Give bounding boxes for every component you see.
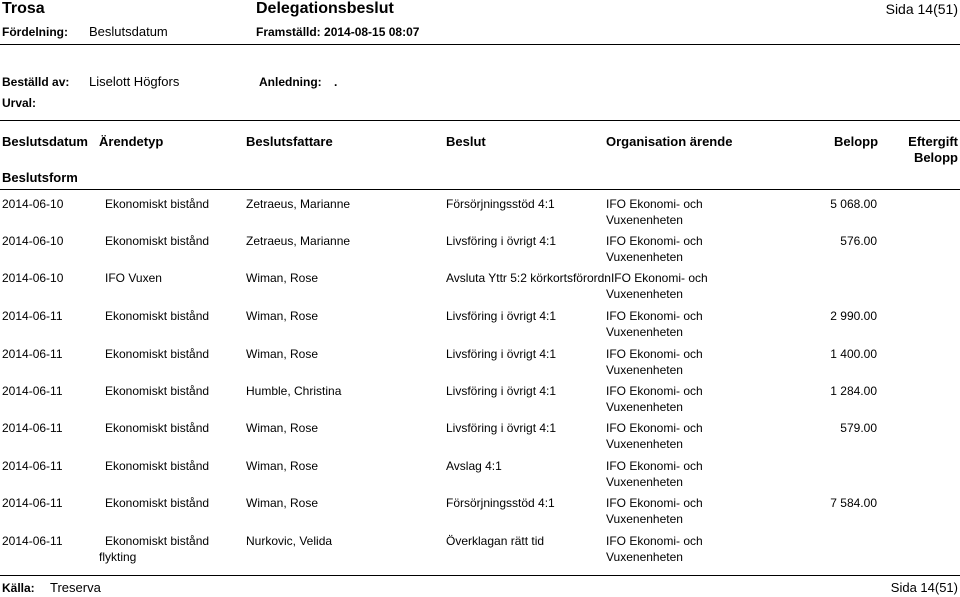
column-beslut: Beslut: [446, 134, 486, 149]
kalla-value: Treserva: [50, 580, 101, 595]
row-type: Ekonomiskt bistånd: [105, 534, 210, 548]
row-org-line2: Vuxenenheten: [606, 363, 683, 377]
table-row: [0, 458, 960, 494]
row-maker: Zetraeus, Marianne: [246, 234, 351, 248]
row-org-line1: IFO Ekonomi- och: [606, 234, 703, 248]
row-type: Ekonomiskt bistånd: [105, 309, 210, 323]
column-organisation: Organisation ärende: [606, 134, 733, 149]
row-belopp: 2 990.00: [830, 309, 877, 323]
row-org-line2: Vuxenenheten: [606, 437, 683, 451]
row-org-line2: Vuxenenheten: [606, 512, 683, 526]
row-date: 2014-06-10: [2, 271, 64, 285]
row-beslut: Livsföring i övrigt 4:1: [446, 309, 557, 323]
column-eftergift: Eftergift: [908, 134, 958, 149]
table-row: [0, 383, 960, 419]
anledning-value: .: [334, 75, 338, 89]
fordelning-value: Beslutsdatum: [89, 24, 168, 39]
row-type: Ekonomiskt bistånd: [105, 384, 210, 398]
row-beslut: Livsföring i övrigt 4:1: [446, 234, 557, 248]
row-maker: Wiman, Rose: [246, 459, 319, 473]
row-maker: Wiman, Rose: [246, 271, 319, 285]
column-eftergift-belopp: Belopp: [913, 150, 958, 165]
kalla-label: Källa:: [2, 581, 35, 595]
row-org-line1: IFO Ekonomi- och: [606, 384, 703, 398]
table-row: [0, 233, 960, 269]
row-belopp: 576.00: [840, 234, 877, 248]
row-maker: Wiman, Rose: [246, 347, 319, 361]
table-row: [0, 308, 960, 344]
row-belopp: 1 400.00: [830, 347, 877, 361]
urval-label: Urval:: [2, 96, 37, 110]
column-beslutsfattare: Beslutsfattare: [246, 134, 333, 149]
row-org-line2: Vuxenenheten: [606, 250, 683, 264]
row-type: Ekonomiskt bistånd: [105, 347, 210, 361]
row-date: 2014-06-11: [2, 309, 63, 323]
footer-divider: [0, 575, 960, 576]
row-org-line1: IFO Ekonomi- och: [606, 459, 703, 473]
row-maker: Wiman, Rose: [246, 421, 319, 435]
row-maker: Wiman, Rose: [246, 496, 319, 510]
row-org-line1: IFO Ekonomi- och: [606, 421, 703, 435]
row-maker: Humble, Christina: [246, 384, 342, 398]
fordelning-label: Fördelning:: [2, 25, 68, 39]
table-row: [0, 495, 960, 531]
page-number-bottom: Sida 14(51): [890, 580, 958, 595]
columns-bottom-divider: [0, 189, 960, 190]
table-row: [0, 420, 960, 456]
column-belopp: Belopp: [834, 134, 879, 149]
row-org-line1: IFO Ekonomi- och: [606, 309, 703, 323]
column-beslutsdatum: Beslutsdatum: [2, 134, 88, 149]
row-date: 2014-06-10: [2, 234, 64, 248]
bestallt-label: Beställd av:: [2, 75, 70, 89]
row-date: 2014-06-11: [2, 534, 63, 548]
table-row: [0, 533, 960, 569]
row-org-line2: Vuxenenheten: [606, 213, 683, 227]
row-date: 2014-06-11: [2, 384, 63, 398]
row-type: Ekonomiskt bistånd: [105, 234, 210, 248]
row-beslut: Livsföring i övrigt 4:1: [446, 421, 557, 435]
page-number-top: Sida 14(51): [885, 1, 958, 17]
row-maker: Wiman, Rose: [246, 309, 319, 323]
table-row: [0, 196, 960, 232]
row-belopp: 579.00: [840, 421, 877, 435]
anledning-label: Anledning:: [259, 75, 322, 89]
column-arendetyp: Ärendetyp: [99, 134, 164, 149]
row-org-line1: IFO Ekonomi- och: [606, 197, 703, 211]
row-org-line1: IFO Ekonomi- och: [606, 347, 703, 361]
framstalld-text: Framställd: 2014-08-15 08:07: [256, 25, 420, 39]
row-date: 2014-06-11: [2, 496, 63, 510]
column-beslutsform: Beslutsform: [2, 170, 78, 185]
row-org-line2: Vuxenenheten: [606, 287, 683, 301]
row-type: Ekonomiskt bistånd: [105, 197, 210, 211]
row-belopp: 7 584.00: [830, 496, 877, 510]
row-belopp: 5 068.00: [830, 197, 877, 211]
row-org-line1: IFO Ekonomi- och: [606, 534, 703, 548]
header-divider: [0, 44, 960, 45]
row-beslut: Överklagan rätt tid: [446, 534, 545, 548]
row-org-line2: Vuxenenheten: [606, 475, 683, 489]
row-beslut: Avslag 4:1: [446, 459, 502, 473]
row-maker: Nurkovic, Velida: [246, 534, 333, 548]
bestallt-value: Liselott Högfors: [89, 74, 180, 89]
municipality-name: Trosa: [2, 0, 45, 17]
row-beslut: Försörjningsstöd 4:1: [446, 496, 555, 510]
row-belopp: 1 284.00: [830, 384, 877, 398]
table-row: [0, 270, 960, 306]
row-type: IFO Vuxen: [105, 271, 162, 285]
report-title: Delegationsbeslut: [256, 0, 394, 17]
row-date: 2014-06-10: [2, 197, 64, 211]
row-date: 2014-06-11: [2, 421, 63, 435]
row-maker: Zetraeus, Marianne: [246, 197, 351, 211]
row-type: Ekonomiskt bistånd: [105, 459, 210, 473]
row-type-line2: flykting: [99, 550, 137, 564]
row-date: 2014-06-11: [2, 347, 63, 361]
row-date: 2014-06-11: [2, 459, 63, 473]
row-beslut: Livsföring i övrigt 4:1: [446, 347, 557, 361]
row-org-line1: IFO Ekonomi- och: [606, 496, 703, 510]
row-beslut: Avsluta Yttr 5:2 körkortsförordnIFO Ekonomi- och: [446, 271, 708, 285]
row-beslut: Försörjningsstöd 4:1: [446, 197, 555, 211]
row-org-line2: Vuxenenheten: [606, 325, 683, 339]
row-org-line2: Vuxenenheten: [606, 400, 683, 414]
row-beslut: Livsföring i övrigt 4:1: [446, 384, 557, 398]
row-org-line2: Vuxenenheten: [606, 550, 683, 564]
row-type: Ekonomiskt bistånd: [105, 496, 210, 510]
table-row: [0, 346, 960, 382]
row-type: Ekonomiskt bistånd: [105, 421, 210, 435]
columns-top-divider: [0, 120, 960, 121]
